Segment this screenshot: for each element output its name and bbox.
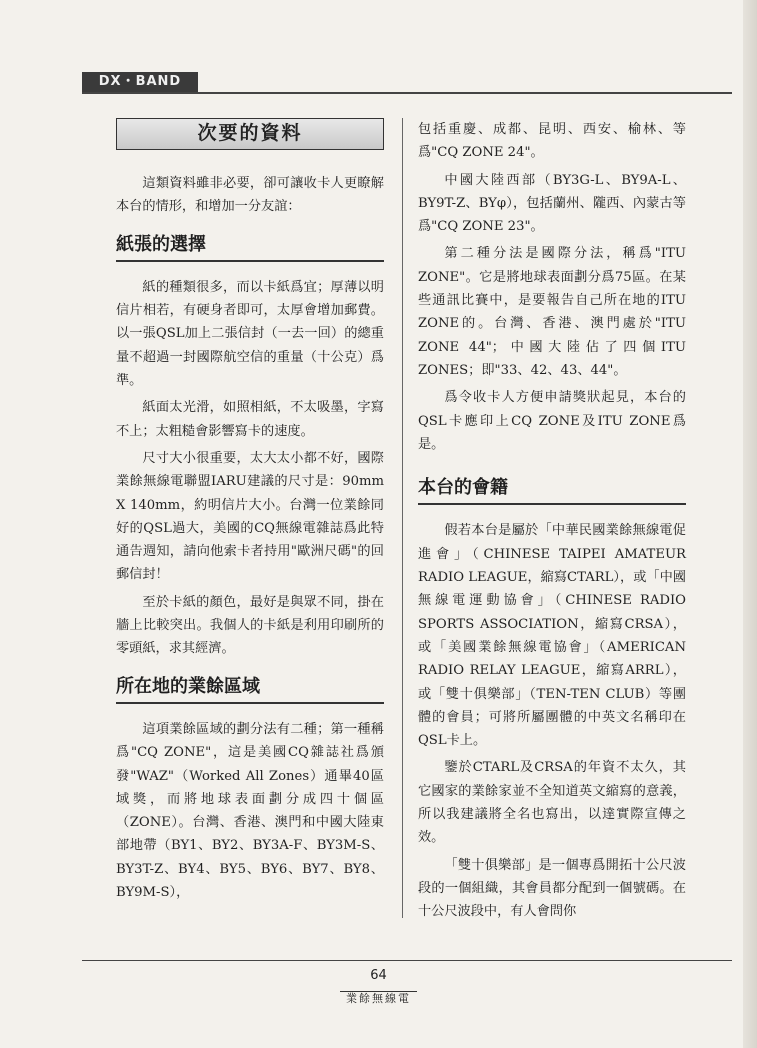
section-tag: DX・BAND [82, 72, 198, 92]
paragraph: 這項業餘區域的劃分法有二種；第一種稱爲"CQ ZONE"，這是美國CQ雜誌社爲頒發"WAZ"（Worked All Zones）通畢40區域獎，而將地球表面劃分成四十個區（ZONE）。台灣、香港、澳門和中國大陸東部地帶（BY1、BY2、BY3A-F、BY3M-S、BY3T-Z、BY4、BY5、BY6、BY7、BY8、BY9M-S）， [116, 721, 384, 901]
section-heading-paper: 紙張的選擇 [116, 233, 384, 262]
paragraph: 鑒於CTARL及CRSA的年資不太久，其它國家的業餘家並不全知道英文縮寫的意義，所以我建議將全名也寫出，以達實際宣傳之效。 [418, 760, 686, 846]
paragraph: 包括重慶、成都、昆明、西安、榆林、等爲"CQ ZONE 24"。 [418, 122, 686, 161]
page-edge [743, 0, 757, 1048]
paragraph: 尺寸大小很重要，太大太小都不好，國際業餘無線電聯盟IARU建議的尺寸是：90mm X 140mm，約明信片大小。台灣一位業餘同好的QSL過大，美國的CQ無線電雜誌爲此特通告週知，請向他索卡者持用"歐洲尺碼"的回郵信封！ [116, 450, 384, 583]
magazine-name [0, 990, 757, 1006]
paragraph: 紙的種類很多，而以卡紙爲宜；厚薄以明信片相若，有硬身者即可，太厚會增加郵費。以一張QSL加上二張信封（一去一回）的總重量不超過一封國際航空信的重量（十公克）爲準。 [116, 279, 384, 389]
magazine-name-text: 業餘無線電 [340, 991, 417, 1005]
section-heading-zone: 所在地的業餘區域 [116, 675, 384, 704]
left-column [116, 118, 384, 908]
column-divider [402, 118, 403, 918]
section-heading-membership: 本台的會籍 [418, 476, 686, 505]
paragraph: 中國大陸西部（BY3G-L、BY9A-L、BY9T-Z、BYφ），包括蘭州、隴西、內蒙古等爲"CQ ZONE 23"。 [418, 172, 686, 235]
paragraph: 「雙十俱樂部」是一個專爲開拓十公尺波段的一個組織，其會員都分配到一個號碼。在十公尺波段中，有人會問你 [418, 857, 686, 920]
paragraph: 紙面太光滑，如照相紙，不太吸墨，字寫不上；太粗糙會影響寫卡的速度。 [116, 400, 384, 439]
paragraph: 假若本台是屬於「中華民國業餘無線電促進會」（CHINESE TAIPEI AMATEUR RADIO LEAGUE，縮寫CTARL），或「中國無線電運動協會」（CHINESE RADIO SPORTS ASSOCIATION，縮寫CRSA），或「美國業餘無線電協會」（AMERICAN RADIO RELAY LEAGUE，縮寫ARRL），或「雙十俱樂部」（TEN-TEN CLUB）等團體的會員；可將所屬團體的中英文名稱印在QSL卡上。 [418, 523, 686, 749]
paragraph: 至於卡紙的顏色，最好是與眾不同，掛在牆上比較突出。我個人的卡紙是利用印刷所的零頭紙，求其經濟。 [116, 594, 384, 657]
article-title: 次要的資料 [116, 118, 384, 150]
right-column [418, 118, 686, 928]
paragraph: 第二種分法是國際分法，稱爲"ITU ZONE"。它是將地球表面劃分爲75區。在某些通訊比賽中，是要報告自己所在地的ITU ZONE的。台灣、香港、澳門處於"ITU ZONE 44"；中國大陸佔了四個ITU ZONES；即"33、42、43、44"。 [418, 246, 686, 378]
header-rule [82, 92, 732, 94]
paragraph: 爲令收卡人方便申請獎狀起見，本台的QSL卡應印上CQ ZONE及ITU ZONE爲是。 [418, 390, 686, 452]
intro-paragraph: 這類資料雖非必要，卻可讓收卡人更瞭解本台的情形，和增加一分友誼： [116, 176, 384, 215]
footer-rule [82, 960, 732, 961]
page-number: 64 [370, 968, 387, 983]
